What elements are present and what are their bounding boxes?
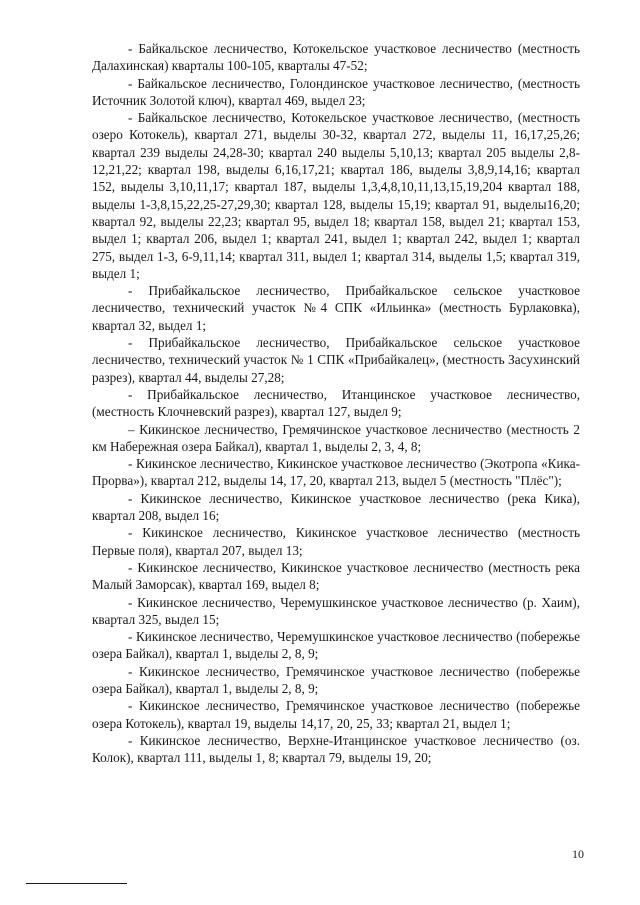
- paragraph-1: - Байкальское лесничество, Котокельское участковое лесничество (местность Далахинская) кварталы 100-105, кварталы 47-52;: [92, 41, 580, 74]
- paragraph-7: – Кикинское лесничество, Гремячинское участковое лесничество (местность 2 км Набережная озера Байкал), квартал 1, выделы 2, 3, 4, 8;: [92, 421, 580, 454]
- footnote-divider: [26, 883, 127, 884]
- paragraph-13: - Кикинское лесничество, Черемушкинское участковое лесничество (побережье озера Байкал), квартал 1, выделы 2, 8, 9;: [92, 629, 580, 662]
- paragraph-5: - Прибайкальское лесничество, Прибайкальское сельское участковое лесничество, технический участок № 1 СПК «Прибайкалец», (местность Засухинский разрез), квартал 44, выделы 27,28;: [92, 335, 580, 385]
- paragraph-16: - Кикинское лесничество, Верхне-Итанцинское участковое лесничество (оз. Колок), квартал 111, выделы 1, 8; квартал 79, выделы 19, 20;: [92, 732, 580, 766]
- paragraph-9: - Кикинское лесничество, Кикинское участковое лесничество (река Кика), квартал 208, выдел 16;: [92, 490, 580, 524]
- paragraph-15: - Кикинское лесничество, Гремячинское участковое лесничество (побережье озера Котокель), квартал 19, выделы 14,17, 20, 25, 33; квартал 21, выдел 1;: [92, 698, 580, 731]
- paragraph-8: - Кикинское лесничество, Кикинское участковое лесничество (Экотропа «Кика-Прорва»), квартал 212, выделы 14, 17, 20, квартал 213, выдел 5 (местность "Плёс");: [92, 456, 580, 489]
- paragraph-3: - Байкальское лесничество, Котокельское участковое лесничество, (местность озеро Котокель), квартал 271, выделы 30-32, квартал 272, выделы 11, 16,17,25,26; квартал 239 выделы 24,28-30; квартал 240 выделы 5,10,13; квартал 205 выделы 2,8-12,21,22; квартал 198, выделы 6,16,17,21; квартал 186, выделы 3,8,9,14,16; квартал 152, выделы 3,10,11,17; квартал 187, выделы 1,3,4,8,10,11,13,15,19,204 квартал 188, выделы 1-3,8,15,22,25-27,29,30; квартал 128, выделы 15,19; квартал 91, выделы16,20; квартал 92, выделы 22,23; квартал 95, выдел 18; квартал 158, выдел 21; квартал 153, выдел 1; квартал 206, выдел 1; квартал 241, выдел 1; квартал 242, выдел 1; квартал 275, выдел 1-3, 6-9,11,14; квартал 311, выдел 1; квартал 314, выделы 1,5; квартал 319, выдел 1;: [92, 110, 580, 281]
- paragraph-11: - Кикинское лесничество, Кикинское участковое лесничество (местность река Малый Заморсак), квартал 169, выдел 8;: [92, 559, 580, 593]
- document-body: [92, 40, 580, 766]
- paragraph-6: - Прибайкальское лесничество, Итанцинское участковое лесничество, (местность Клочневский разрез), квартал 127, выдел 9;: [92, 386, 580, 420]
- paragraph-12: - Кикинское лесничество, Черемушкинское участковое лесничество (р. Хаим), квартал 325, выдел 15;: [92, 594, 580, 627]
- paragraph-2: - Байкальское лесничество, Голондинское участковое лесничество, (местность Источник Золотой ключ), квартал 469, выдел 23;: [92, 75, 580, 108]
- page-number: 10: [572, 847, 584, 861]
- paragraph-10: - Кикинское лесничество, Кикинское участковое лесничество (местность Первые поля), квартал 207, выдел 13;: [92, 525, 580, 558]
- paragraph-4: - Прибайкальское лесничество, Прибайкальское сельское участковое лесничество, технический участок №4 СПК «Ильинка» (местность Бурлаковка), квартал 32, выдел 1;: [92, 283, 580, 333]
- paragraph-14: - Кикинское лесничество, Гремячинское участковое лесничество (побережье озера Байкал), квартал 1, выделы 2, 8, 9;: [92, 663, 580, 696]
